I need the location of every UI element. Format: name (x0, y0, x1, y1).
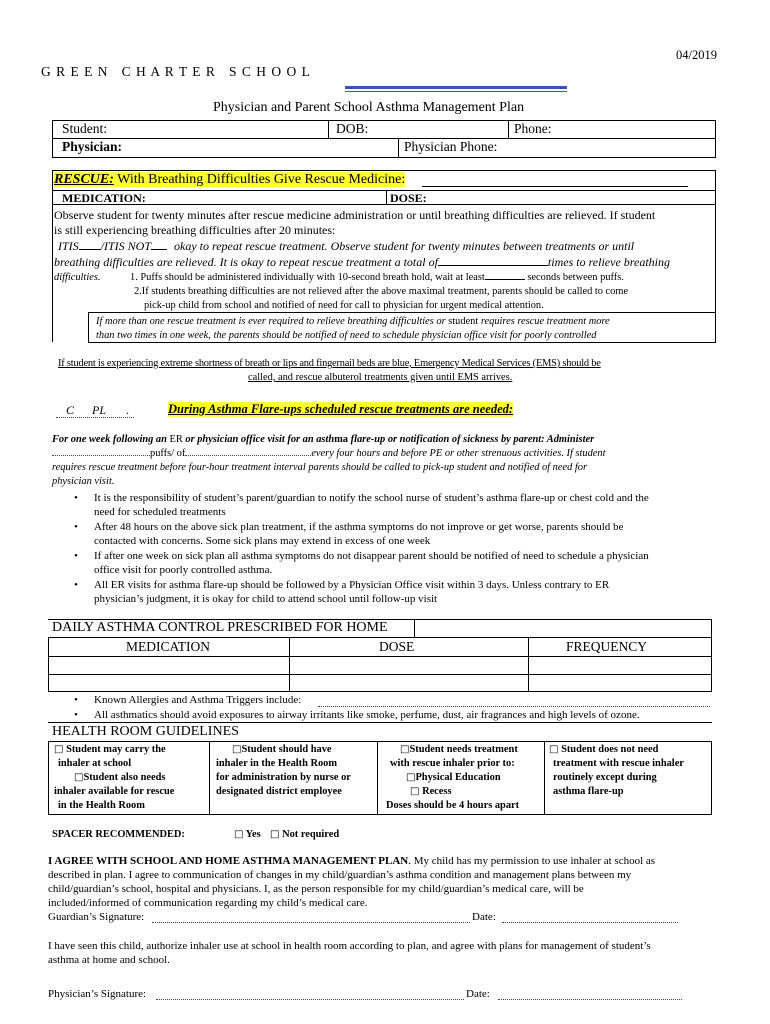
phone-label: Phone: (514, 121, 552, 136)
hr-col3: □Student needs treatment with rescue inhaler prior to: □Physical Education □ Recess Doses should be 4 hours apart (386, 744, 520, 811)
rescue-note-2: than two times in one week, the parents should be notified of need to schedule physician office visit for poorly controlled (96, 330, 597, 341)
col-frequency: FREQUENCY (566, 639, 648, 654)
flare-up-heading: During Asthma Flare-ups scheduled rescue treatments are needed: (168, 402, 514, 416)
form-title: Physician and Parent School Asthma Management Plan (213, 100, 525, 115)
guardian-signature-field[interactable] (152, 922, 470, 923)
medication-field[interactable] (185, 455, 311, 456)
rescue-medicine-line (422, 186, 688, 187)
checkbox-health-room[interactable]: □Student should have (232, 744, 332, 755)
difficulties-label: difficulties. (54, 272, 101, 283)
guardian-signature-label: Guardian’s Signature: (48, 911, 145, 923)
c-label: C (66, 403, 75, 417)
hr-col1: □ Student may carry the inhaler at school □Student also needs inhaler available for rescue in the Health Room (54, 744, 175, 811)
rescue-item-1: 1. Puffs should be administered individually with 10-second breath hold, wait at least seconds between puffs. (130, 272, 624, 283)
rescue-heading-text: With Breathing Difficulties Give Rescue Medicine: (113, 172, 406, 187)
physician-date-label: Date: (466, 988, 490, 1000)
guardian-date-field[interactable] (502, 922, 678, 923)
medication-label: MEDICATION: (62, 191, 146, 205)
guardian-date-label: Date: (472, 911, 496, 923)
rescue-line-2: is still experiencing breathing difficulties after 20 minutes: (54, 223, 336, 237)
physician-phone-label: Physician Phone: (404, 139, 498, 154)
seconds-between-field[interactable] (485, 279, 525, 280)
avoid-irritants: All asthmatics should avoid exposures to airway irritants like smoke, perfume, dust, air fragrances and high levels of ozone. (94, 709, 640, 721)
checkbox-carry[interactable]: □ Student may carry the (54, 744, 166, 755)
physician-line-1: I have seen this child, authorize inhaler use at school in health room according to plan, and agree with plans for management of student’s (48, 940, 651, 952)
checkbox-icon: □ (406, 772, 416, 783)
flare-bullet-2a: After 48 hours on the above sick plan treatment, if the asthma symptoms do not improve or get worse, parents should be (94, 521, 624, 533)
flare-line-3: requires rescue treatment before four-hour treatment interval parents should be called to pick-up student and notified of need for (52, 462, 588, 473)
rescue-line-3 (58, 239, 634, 253)
checkbox-icon: □ (410, 786, 420, 797)
itis-not-option[interactable]: /ITIS NOT (100, 239, 152, 253)
spacer-label: SPACER RECOMMENDED: (52, 829, 185, 840)
checkbox-icon: □ (549, 744, 559, 755)
physician-signature-field[interactable] (156, 999, 464, 1000)
allergies-label: Known Allergies and Asthma Triggers include: (94, 694, 302, 706)
pl-label: PL (92, 403, 107, 417)
hr-col4: □ Student does not need treatment with rescue inhaler routinely except during asthma flare-up (549, 744, 684, 797)
ems-line-2: called, and rescue albuterol treatments given until EMS arrives. (248, 372, 513, 383)
physician-date-field[interactable] (498, 999, 682, 1000)
rescue-item-2b: pick-up child from school and notified of need for call to physician for urgent medical attention. (144, 300, 544, 311)
bullet-mark: • (74, 492, 78, 504)
bullet-mark: • (74, 521, 78, 533)
daily-control-heading: DAILY ASTHMA CONTROL PRESCRIBED FOR HOME (52, 620, 388, 635)
flare-bullet-2b: contacted with concerns. Some sick plans may extend in excess of one week (94, 535, 431, 547)
checkbox-recess[interactable]: □ Recess (410, 786, 452, 797)
health-room-heading: HEALTH ROOM GUIDELINES (52, 724, 239, 739)
student-label: Student: (62, 121, 108, 136)
rescue-note-1: If more than one rescue treatment is ever required to relieve breathing difficulties or student requires rescue treatment more (96, 316, 610, 327)
spacer-yes[interactable]: □ Yes (234, 829, 261, 840)
puffs-field[interactable] (52, 455, 150, 456)
dob-label: DOB: (336, 121, 369, 136)
checkbox-also-needs[interactable]: □Student also needs (74, 772, 166, 783)
checkbox-icon: □ (234, 829, 244, 840)
bullet-mark: • (74, 550, 78, 562)
spacer-not-required[interactable]: □ Not required (270, 829, 340, 840)
bullet-mark: • (74, 694, 78, 706)
rescue-line-4: breathing difficulties are relieved. It is okay to repeat rescue treatment a total of times to relieve breathing (54, 255, 671, 269)
allergies-field[interactable] (318, 706, 710, 707)
flare-bullet-3b: office visit for poorly controlled asthma. (94, 564, 273, 576)
checkbox-icon: □ (74, 772, 84, 783)
checkbox-needs-treatment[interactable]: □Student needs treatment (400, 744, 518, 755)
checkbox-not-need[interactable]: □ Student does not need (549, 744, 659, 755)
agreement-line-1: I AGREE WITH SCHOOL AND HOME ASTHMA MANAGEMENT PLAN. My child has my permission to use inhaler at school as (48, 855, 656, 867)
flare-bullet-4a: All ER visits for asthma flare-up should be followed by a Physician Office visit within 3 days. Unless contrary to ER (94, 579, 610, 591)
flare-line-2: puffs/ of every four hours and before PE or other strenuous activities. If student (52, 447, 605, 460)
checkbox-icon: □ (232, 744, 242, 755)
flare-line-4: physician visit. (52, 476, 115, 487)
patient-info-table (52, 120, 716, 158)
col-medication: MEDICATION (126, 639, 210, 654)
rescue-item-2: 2.If students breathing difficulties are not relieved after the above maximal treatment, parents should be called to come (134, 286, 629, 297)
checkbox-icon: □ (270, 829, 280, 840)
flare-bullet-4b: physician’s judgment, it is okay for child to attend school until follow-up visit (94, 593, 438, 605)
flare-bullet-3a: If after one week on sick plan all asthma symptoms do not disappear parent should be notified of need to schedule a physician (94, 550, 649, 562)
agreement-line-3: child/guardian’s school, hospital and physicians. I, as the person responsible for my child/guardian’s medical care, will be (48, 883, 584, 895)
hr-col2: □Student should have inhaler in the Health Room for administration by nurse or designated district employee (216, 744, 351, 797)
dose-label: DOSE: (390, 191, 427, 205)
col-dose: DOSE (379, 639, 415, 654)
checkbox-icon: □ (54, 744, 64, 755)
form-date: 04/2019 (676, 48, 717, 62)
blue-rule-bottom (345, 91, 567, 92)
bullet-mark: • (74, 709, 78, 721)
flare-bullet-1a: It is the responsibility of student’s parent/guardian to notify the school nurse of student’s asthma flare-up or chest cold and the (94, 492, 649, 504)
blue-rule-top (345, 86, 567, 89)
checkbox-pe[interactable]: □Physical Education (406, 772, 501, 783)
flare-bullet-1b: need for scheduled treatments (94, 506, 226, 518)
ems-line-1: If student is experiencing extreme shortness of breath or lips and fingernail beds are blue, Emergency Medical Services (EMS) should be (58, 358, 601, 369)
bullet-mark: • (74, 579, 78, 591)
rescue-heading (54, 172, 405, 188)
physician-signature-label: Physician’s Signature: (48, 988, 147, 1000)
total-times-field[interactable] (438, 265, 548, 266)
flare-dot: . (126, 403, 129, 417)
rescue-label: RESCUE: (54, 172, 114, 187)
flare-intro: For one week following an ER or physician office visit for an asthma flare-up or notification of sickness by parent: Administer (52, 434, 595, 445)
checkbox-icon: □ (400, 744, 410, 755)
agreement-line-4: included/informed of communication regarding my child’s medical care. (48, 897, 368, 909)
agreement-line-2: described in plan. I agree to communication of changes in my child/guardian’s asthma condition and management plans between my (48, 869, 632, 881)
physician-line-2: asthma at home and school. (48, 954, 170, 966)
school-name: G R E E N C H A R T E R S C H O O L (41, 64, 311, 79)
rescue-line-1: Observe student for twenty minutes after rescue medicine administration or until breathing difficulties are relieved. If student (54, 208, 656, 222)
itis-option[interactable]: ITIS (58, 239, 79, 253)
rescue-line-3-rest: okay to repeat rescue treatment. Observe student for twenty minutes between treatments or until (174, 239, 635, 253)
physician-label: Physician: (62, 139, 123, 154)
